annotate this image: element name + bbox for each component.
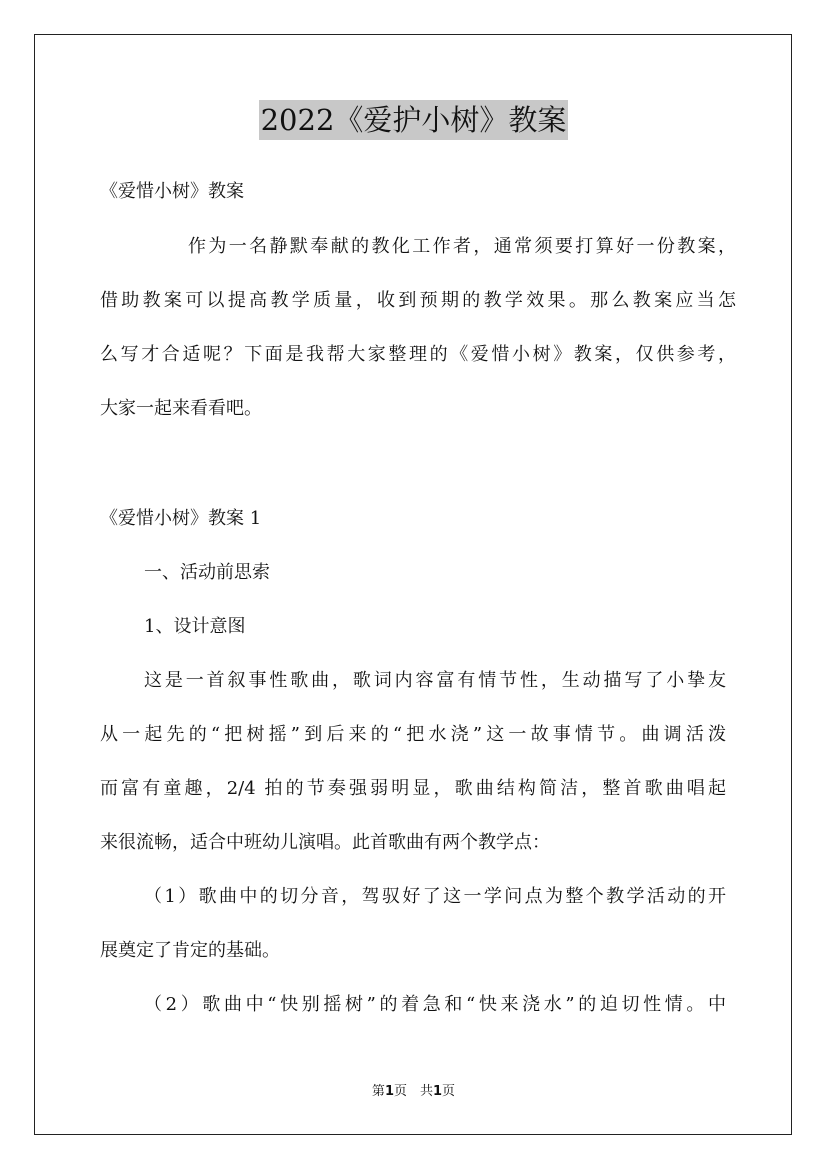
page-footer bbox=[0, 1083, 827, 1101]
point-2-line-1: （2）歌曲中“快别摇树”的着急和“快来浇水”的迫切性情。中 bbox=[144, 994, 726, 1015]
footer-page-prefix: 第 bbox=[371, 1084, 385, 1099]
body-line-2: 从一起先的“把树摇”到后来的“把水浇”这一故事情节。曲调活泼 bbox=[100, 724, 726, 745]
intro-line-4: 大家一起来看看吧。 bbox=[100, 398, 262, 419]
body-line-4: 来很流畅，适合中班幼儿演唱。此首歌曲有两个教学点： bbox=[100, 832, 550, 853]
intro-line-1: 作为一名静默奉献的教化工作者，通常须要打算好一份教案， bbox=[188, 236, 736, 257]
footer-page-number: 1 bbox=[384, 1084, 394, 1099]
part-heading: 一、活动前思索 bbox=[144, 562, 270, 583]
sub-heading: 1、设计意图 bbox=[144, 616, 246, 637]
point-1-line-1: （1）歌曲中的切分音，驾驭好了这一学问点为整个教学活动的开 bbox=[144, 886, 726, 907]
title-container bbox=[0, 100, 827, 140]
document-title[interactable]: 2022《爱护小树》教案 bbox=[259, 100, 569, 140]
point-1-line-2: 展奠定了肯定的基础。 bbox=[100, 940, 280, 961]
section-heading: 《爱惜小树》教案 1 bbox=[100, 508, 262, 529]
footer-page-mid: 页 共 bbox=[393, 1084, 433, 1099]
subtitle: 《爱惜小树》教案 bbox=[100, 181, 244, 202]
footer-total-pages: 1 bbox=[433, 1084, 443, 1099]
body-line-3: 而富有童趣，2/4 拍的节奏强弱明显，歌曲结构简洁，整首歌曲唱起 bbox=[100, 778, 726, 799]
body-line-1: 这是一首叙事性歌曲，歌词内容富有情节性，生动描写了小挚友 bbox=[144, 670, 726, 691]
footer-page-suffix: 页 bbox=[442, 1084, 456, 1099]
intro-line-3: 么写才合适呢？下面是我帮大家整理的《爱惜小树》教案，仅供参考， bbox=[100, 344, 736, 365]
intro-line-2: 借助教案可以提高教学质量，收到预期的教学效果。那么教案应当怎 bbox=[100, 290, 736, 311]
